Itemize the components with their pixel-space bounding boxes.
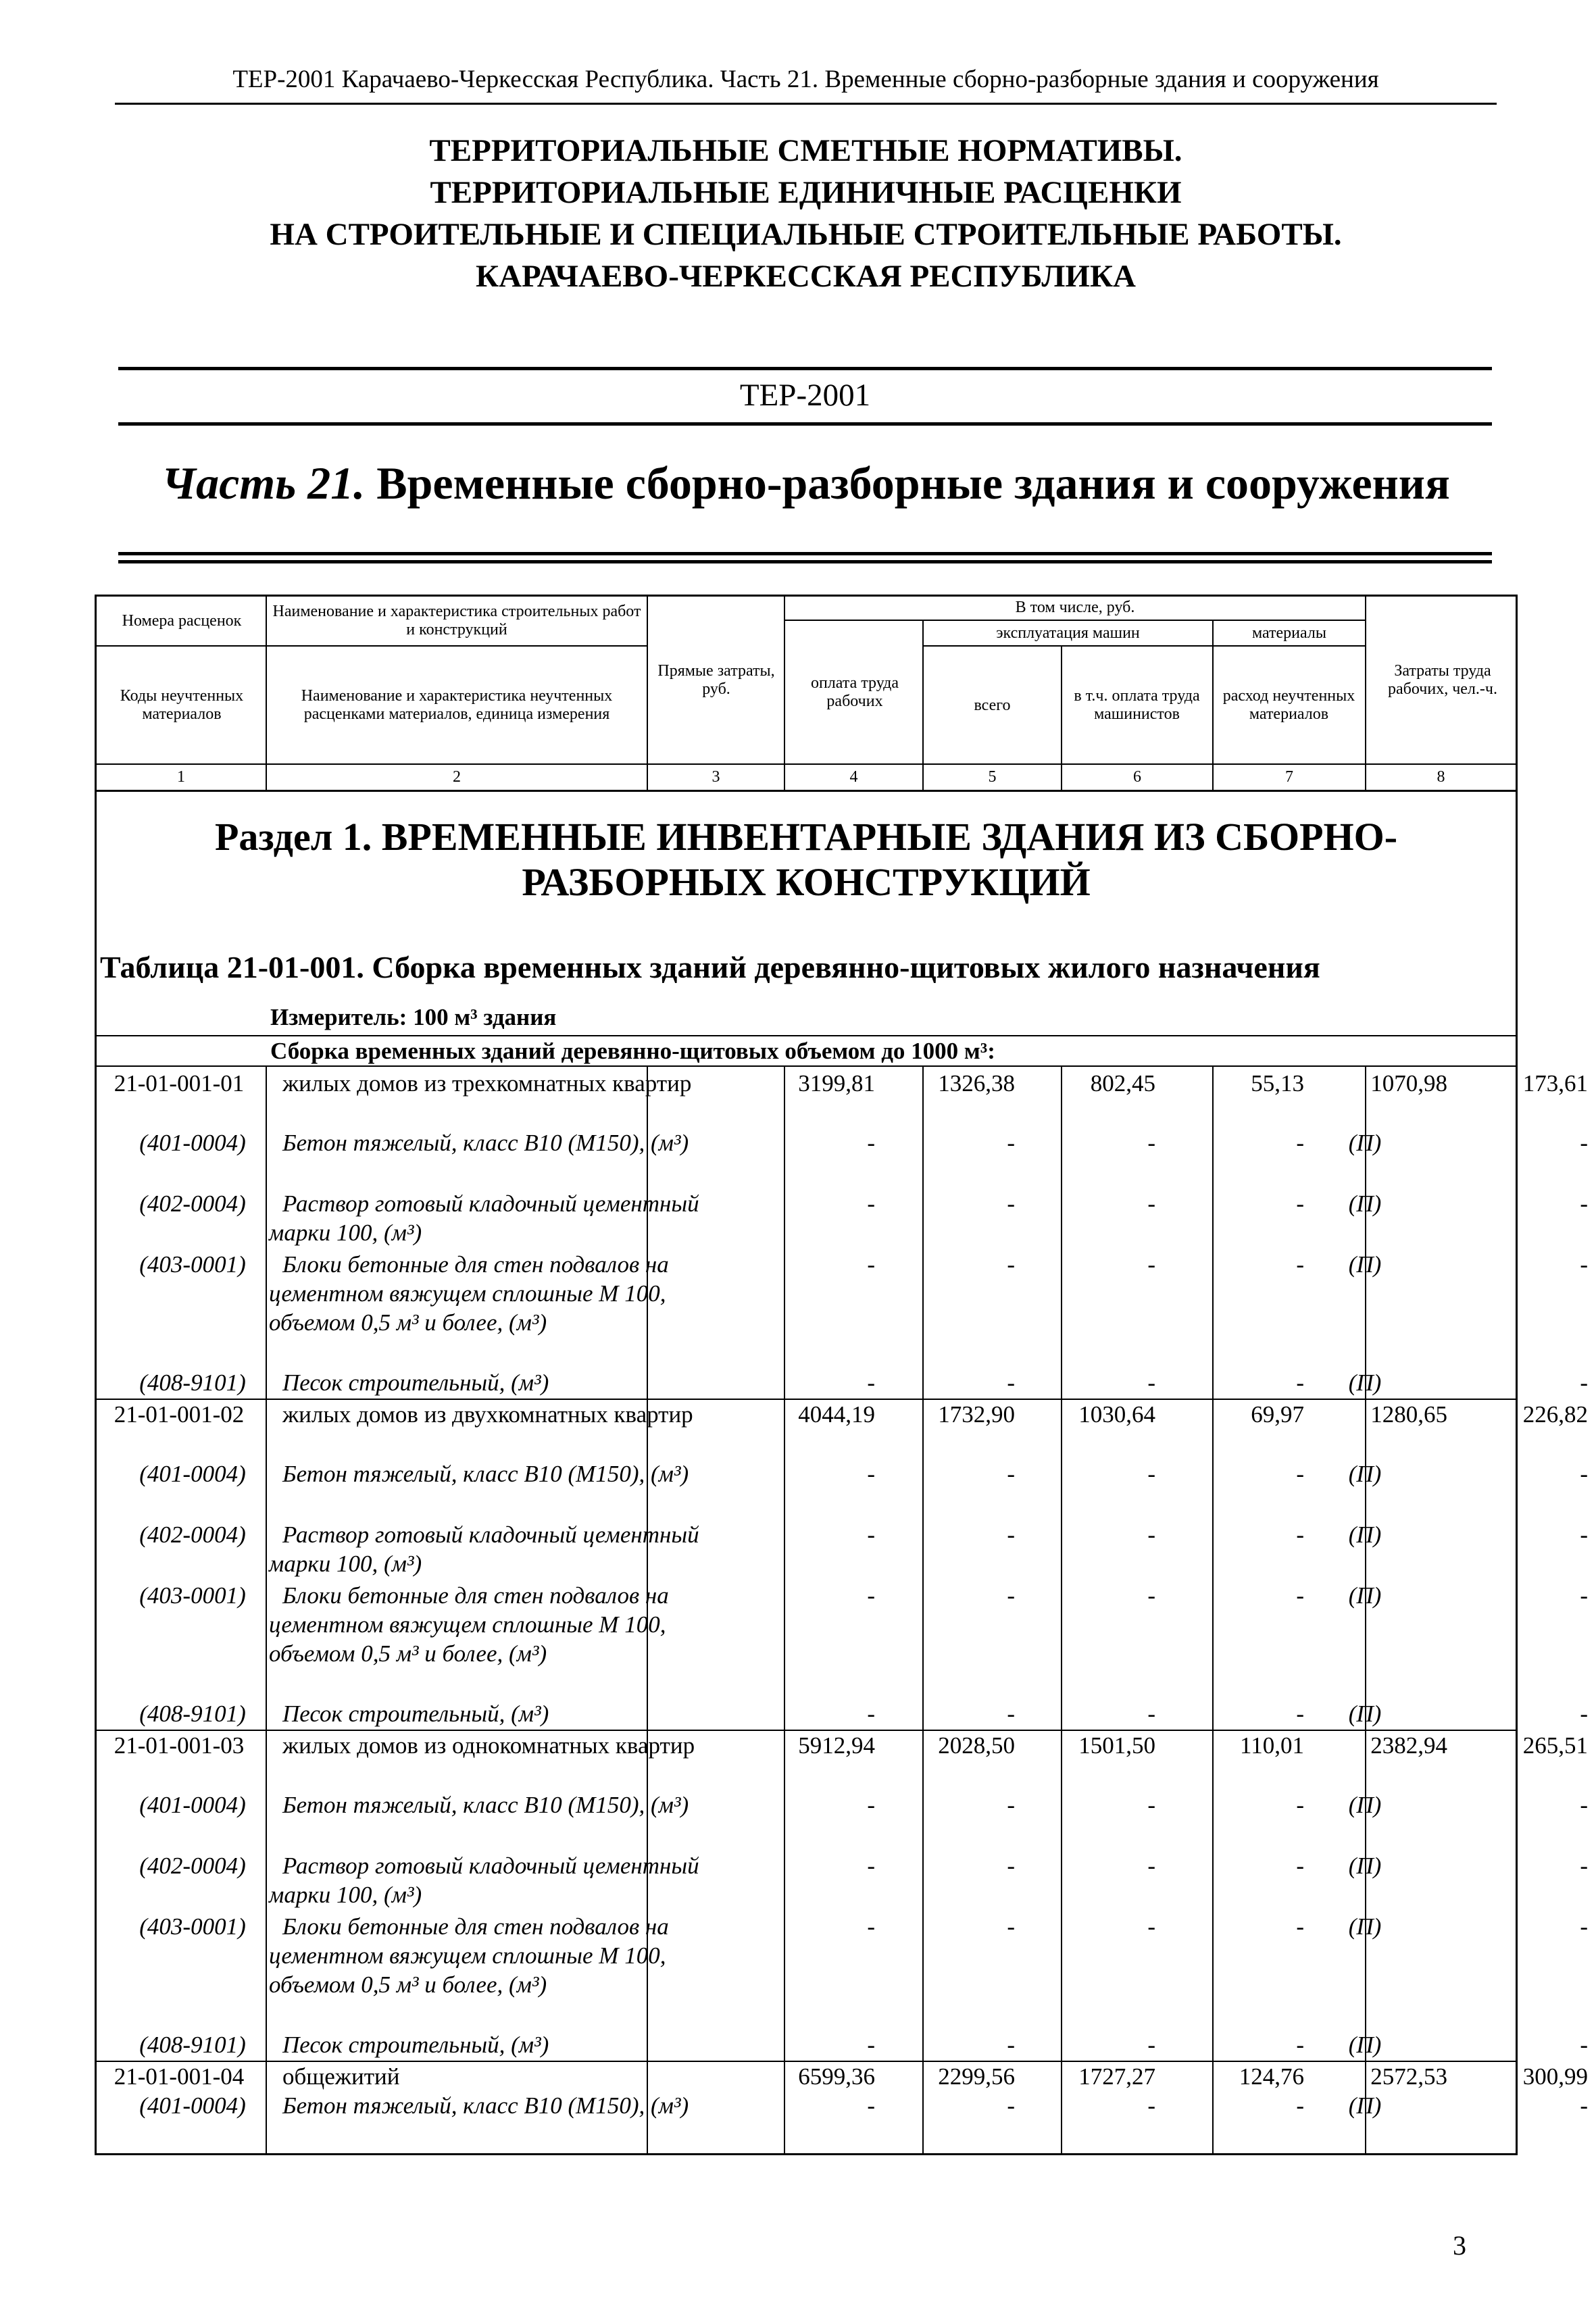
- dash-cell: -: [1147, 1369, 1155, 1396]
- running-header: ТЕР-2001 Карачаево-Черкесская Республика. Часть 21. Временные сборно-разборные здания и сооружения: [232, 66, 1379, 93]
- dash-cell: -: [1296, 1190, 1304, 1217]
- material-code: (403-0001): [139, 1251, 246, 1278]
- material-row: [95, 1790, 1588, 1851]
- material-mark: (П): [1348, 1130, 1382, 1156]
- value-hours: 300,99: [1522, 2063, 1588, 2090]
- value-labor: 1326,38: [938, 1070, 1015, 1097]
- table-title: Таблица 21-01-001. Сборка временных зданий деревянно-щитовых жилого назначения: [100, 950, 1320, 984]
- header-group: В том числе, руб.: [1015, 599, 1135, 616]
- running-header-rule: [115, 103, 1497, 105]
- material-name: Раствор готовый кладочный цементный марки 100, (м³): [269, 1521, 699, 1577]
- dash-cell: -: [1007, 1251, 1015, 1278]
- dash-cell: -: [867, 1521, 875, 1548]
- work-name: жилых домов из двухкомнатных квартир: [282, 1401, 693, 1428]
- dash-cell: -: [1580, 1251, 1588, 1278]
- value-materials: 2382,94: [1370, 1732, 1447, 1759]
- header-col2-top: Наименование и характеристика строительных работ и конструкций: [272, 603, 641, 638]
- code-rule-bottom: [118, 422, 1492, 426]
- work-name: жилых домов из трехкомнатных квартир: [282, 1070, 692, 1097]
- material-name: Блоки бетонные для стен подвалов на цементном вяжущем сплошные М 100, объемом 0,5 м³ и более, (м³): [269, 1582, 669, 1667]
- material-row: [95, 1368, 1588, 1396]
- col-number: 2: [453, 768, 461, 786]
- material-name: Блоки бетонные для стен подвалов на цементном вяжущем сплошные М 100, объемом 0,5 м³ и более, (м³): [269, 1913, 669, 1998]
- col-number: 1: [177, 768, 185, 786]
- document-code: ТЕР-2001: [739, 378, 871, 413]
- material-row: [95, 1581, 1588, 1699]
- group-title: Сборка временных зданий деревянно-щитовых объемом до 1000 м³:: [270, 1038, 995, 1064]
- material-name: Бетон тяжелый, класс В10 (М150), (м³): [282, 1461, 689, 1487]
- dash-cell: -: [1147, 1853, 1155, 1879]
- dash-cell: -: [1580, 1913, 1588, 1940]
- dash-cell: -: [1147, 1792, 1155, 1818]
- dash-cell: -: [1296, 1913, 1304, 1940]
- value-labor: 1732,90: [938, 1401, 1015, 1428]
- value-hours: 226,82: [1522, 1401, 1588, 1428]
- section-title: Раздел 1. ВРЕМЕННЫЕ ИНВЕНТАРНЫЕ ЗДАНИЯ ИЗ СБОРНО-РАЗБОРНЫХ КОНСТРУКЦИЙ: [214, 815, 1398, 904]
- value-machinists: 124,76: [1239, 2063, 1304, 2090]
- part-name: Временные сборно-разборные здания и сооружения: [376, 457, 1450, 509]
- value-machinists: 55,13: [1251, 1070, 1304, 1097]
- dash-cell: -: [1580, 2032, 1588, 2058]
- dash-cell: -: [1007, 1369, 1015, 1396]
- material-row: [95, 2091, 1588, 2152]
- rate-code: 21-01-001-04: [114, 2063, 245, 2090]
- material-row: [95, 1520, 1588, 1581]
- material-mark: (П): [1348, 1913, 1382, 1940]
- dash-cell: -: [1007, 1461, 1015, 1487]
- dash-cell: -: [1147, 1190, 1155, 1217]
- material-name: Песок строительный, (м³): [282, 1369, 549, 1396]
- dash-cell: -: [867, 1853, 875, 1879]
- value-hours: 173,61: [1522, 1070, 1588, 1097]
- dash-cell: -: [1147, 1582, 1155, 1609]
- material-code: (401-0004): [139, 1461, 246, 1487]
- dash-cell: -: [1007, 1792, 1015, 1818]
- material-row: [95, 1912, 1588, 2030]
- material-name: Бетон тяжелый, класс В10 (М150), (м³): [282, 2092, 689, 2119]
- material-mark: (П): [1348, 1521, 1382, 1548]
- material-mark: (П): [1348, 1461, 1382, 1487]
- dash-cell: -: [1580, 1130, 1588, 1156]
- dash-cell: -: [1580, 1582, 1588, 1609]
- dash-cell: -: [1147, 1521, 1155, 1548]
- dash-cell: -: [867, 1461, 875, 1487]
- table-row: [95, 1069, 1588, 1128]
- dash-cell: -: [867, 1251, 875, 1278]
- dash-cell: -: [867, 1792, 875, 1818]
- dash-cell: -: [1580, 1701, 1588, 1727]
- dash-cell: -: [1296, 1251, 1304, 1278]
- header-materials: материалы: [1251, 624, 1326, 642]
- dash-cell: -: [1007, 1853, 1015, 1879]
- material-code: (403-0001): [139, 1913, 246, 1940]
- dash-cell: -: [1147, 1461, 1155, 1487]
- material-name: Песок строительный, (м³): [282, 1701, 549, 1727]
- dash-cell: -: [1147, 1913, 1155, 1940]
- material-mark: (П): [1348, 1251, 1382, 1278]
- header-machines: эксплуатация машин: [996, 624, 1140, 642]
- dash-cell: -: [1007, 1521, 1015, 1548]
- dash-cell: -: [1147, 1251, 1155, 1278]
- dash-cell: -: [867, 2032, 875, 2058]
- material-mark: (П): [1348, 1369, 1382, 1396]
- dash-cell: -: [1580, 1369, 1588, 1396]
- header-col4: оплата труда рабочих: [810, 674, 899, 710]
- table-row: [95, 1731, 1588, 1790]
- material-mark: (П): [1348, 2092, 1382, 2119]
- dash-cell: -: [1296, 1853, 1304, 1879]
- dash-cell: -: [1007, 1190, 1015, 1217]
- header-col2-bottom: Наименование и характеристика неучтенных расценками материалов, единица измерения: [301, 687, 613, 723]
- value-materials: 2572,53: [1370, 2063, 1447, 2090]
- dash-cell: -: [1147, 1701, 1155, 1727]
- material-row: [95, 2030, 1588, 2058]
- dash-cell: -: [1007, 2032, 1015, 2058]
- dash-cell: -: [867, 1369, 875, 1396]
- material-mark: (П): [1348, 1792, 1382, 1818]
- rate-code: 21-01-001-03: [114, 1732, 245, 1759]
- header-col1-top: Номера расценок: [122, 611, 242, 630]
- material-code: (408-9101): [139, 1369, 246, 1396]
- title-line: НА СТРОИТЕЛЬНЫЕ И СПЕЦИАЛЬНЫЕ СТРОИТЕЛЬНЫЕ РАБОТЫ.: [270, 217, 1342, 252]
- material-mark: (П): [1348, 1853, 1382, 1879]
- dash-cell: -: [867, 2092, 875, 2119]
- value-materials: 1280,65: [1370, 1401, 1447, 1428]
- material-row: [95, 1459, 1588, 1520]
- dash-cell: -: [1007, 1913, 1015, 1940]
- dash-cell: -: [1147, 2032, 1155, 2058]
- material-code: (401-0004): [139, 1130, 246, 1156]
- part-number: Часть 21.: [161, 457, 366, 509]
- material-row: [95, 1851, 1588, 1912]
- title-line: ТЕРРИТОРИАЛЬНЫЕ ЕДИНИЧНЫЕ РАСЦЕНКИ: [430, 175, 1182, 210]
- material-name: Блоки бетонные для стен подвалов на цементном вяжущем сплошные М 100, объемом 0,5 м³ и более, (м³): [269, 1251, 669, 1336]
- value-labor: 2299,56: [938, 2063, 1015, 2090]
- rate-code: 21-01-001-02: [114, 1401, 245, 1428]
- material-code: (408-9101): [139, 2032, 246, 2058]
- work-name: жилых домов из однокомнатных квартир: [282, 1732, 695, 1759]
- dash-cell: -: [1296, 1521, 1304, 1548]
- dash-cell: -: [1296, 1792, 1304, 1818]
- material-code: (401-0004): [139, 2092, 246, 2119]
- col-number: 4: [849, 768, 858, 786]
- table-row: [95, 1400, 1588, 1459]
- dash-cell: -: [867, 1582, 875, 1609]
- dash-cell: -: [1580, 2092, 1588, 2119]
- value-machines: 802,45: [1090, 1070, 1155, 1097]
- col-number: 5: [988, 768, 997, 786]
- dash-cell: -: [1007, 1582, 1015, 1609]
- material-mark: (П): [1348, 2032, 1382, 2058]
- table-header: [95, 595, 1518, 792]
- header-col8: Затраты труда рабочих, чел.-ч.: [1388, 662, 1497, 698]
- value-machines: 1030,64: [1078, 1401, 1155, 1428]
- material-row: [95, 1189, 1588, 1250]
- dash-cell: -: [1296, 1582, 1304, 1609]
- material-mark: (П): [1348, 1701, 1382, 1727]
- material-name: Бетон тяжелый, класс В10 (М150), (м³): [282, 1130, 689, 1156]
- value-direct: 3199,81: [798, 1070, 875, 1097]
- dash-cell: -: [1147, 2092, 1155, 2119]
- material-row: [95, 1128, 1588, 1189]
- dash-cell: -: [1580, 1853, 1588, 1879]
- part-title: [95, 456, 1517, 510]
- dash-cell: -: [867, 1130, 875, 1156]
- value-direct: 5912,94: [798, 1732, 875, 1759]
- value-hours: 265,51: [1522, 1732, 1588, 1759]
- material-name: Раствор готовый кладочный цементный марки 100, (м³): [269, 1190, 699, 1246]
- value-machinists: 69,97: [1251, 1401, 1304, 1428]
- document-title: [95, 130, 1517, 297]
- dash-cell: -: [1580, 1521, 1588, 1548]
- material-code: (403-0001): [139, 1582, 246, 1609]
- material-code: (401-0004): [139, 1792, 246, 1818]
- col-number: 3: [712, 768, 720, 786]
- dash-cell: -: [1296, 1701, 1304, 1727]
- divider-rule: [118, 552, 1492, 555]
- col-number: 6: [1133, 768, 1141, 786]
- value-machines: 1727,27: [1078, 2063, 1155, 2090]
- material-code: (402-0004): [139, 1521, 246, 1548]
- title-line: ТЕРРИТОРИАЛЬНЫЕ СМЕТНЫЕ НОРМАТИВЫ.: [429, 133, 1182, 168]
- page-number: 3: [1453, 2230, 1466, 2261]
- dash-cell: -: [867, 1701, 875, 1727]
- divider-rule: [118, 560, 1492, 563]
- col-number: 8: [1437, 768, 1445, 786]
- rate-code: 21-01-001-01: [114, 1070, 245, 1097]
- dash-cell: -: [1296, 1461, 1304, 1487]
- value-materials: 1070,98: [1370, 1070, 1447, 1097]
- value-machinists: 110,01: [1240, 1732, 1304, 1759]
- dash-cell: -: [1580, 1190, 1588, 1217]
- dash-cell: -: [1147, 1130, 1155, 1156]
- dash-cell: -: [1007, 1130, 1015, 1156]
- dash-cell: -: [1580, 1792, 1588, 1818]
- material-mark: (П): [1348, 1190, 1382, 1217]
- material-mark: (П): [1348, 1582, 1382, 1609]
- dash-cell: -: [1007, 2092, 1015, 2119]
- header-col1-bottom: Коды неучтенных материалов: [120, 687, 244, 723]
- material-row: [95, 1699, 1588, 1727]
- material-code: (408-9101): [139, 1701, 246, 1727]
- material-row: [95, 1250, 1588, 1368]
- value-labor: 2028,50: [938, 1732, 1015, 1759]
- dash-cell: -: [1296, 1130, 1304, 1156]
- measure-unit: Измеритель: 100 м³ здания: [270, 1004, 557, 1030]
- value-direct: 6599,36: [798, 2063, 875, 2090]
- dash-cell: -: [1296, 2092, 1304, 2119]
- header-col3: Прямые затраты, руб.: [657, 662, 775, 698]
- header-col6: в т.ч. оплата труда машинистов: [1074, 687, 1200, 723]
- header-col7: расход неучтенных материалов: [1222, 687, 1355, 723]
- dash-cell: -: [867, 1913, 875, 1940]
- header-col5: всего: [974, 696, 1011, 714]
- dash-cell: -: [867, 1190, 875, 1217]
- work-name: общежитий: [282, 2063, 400, 2090]
- material-name: Раствор готовый кладочный цементный марки 100, (м³): [269, 1853, 699, 1908]
- dash-cell: -: [1007, 1701, 1015, 1727]
- dash-cell: -: [1580, 1461, 1588, 1487]
- material-name: Песок строительный, (м³): [282, 2032, 549, 2058]
- dash-cell: -: [1296, 2032, 1304, 2058]
- col-number: 7: [1285, 768, 1293, 786]
- value-machines: 1501,50: [1078, 1732, 1155, 1759]
- title-line: КАРАЧАЕВО-ЧЕРКЕССКАЯ РЕСПУБЛИКА: [476, 259, 1136, 294]
- code-rule-top: [118, 367, 1492, 370]
- value-direct: 4044,19: [798, 1401, 875, 1428]
- material-code: (402-0004): [139, 1190, 246, 1217]
- dash-cell: -: [1296, 1369, 1304, 1396]
- material-code: (402-0004): [139, 1853, 246, 1879]
- material-name: Бетон тяжелый, класс В10 (М150), (м³): [282, 1792, 689, 1818]
